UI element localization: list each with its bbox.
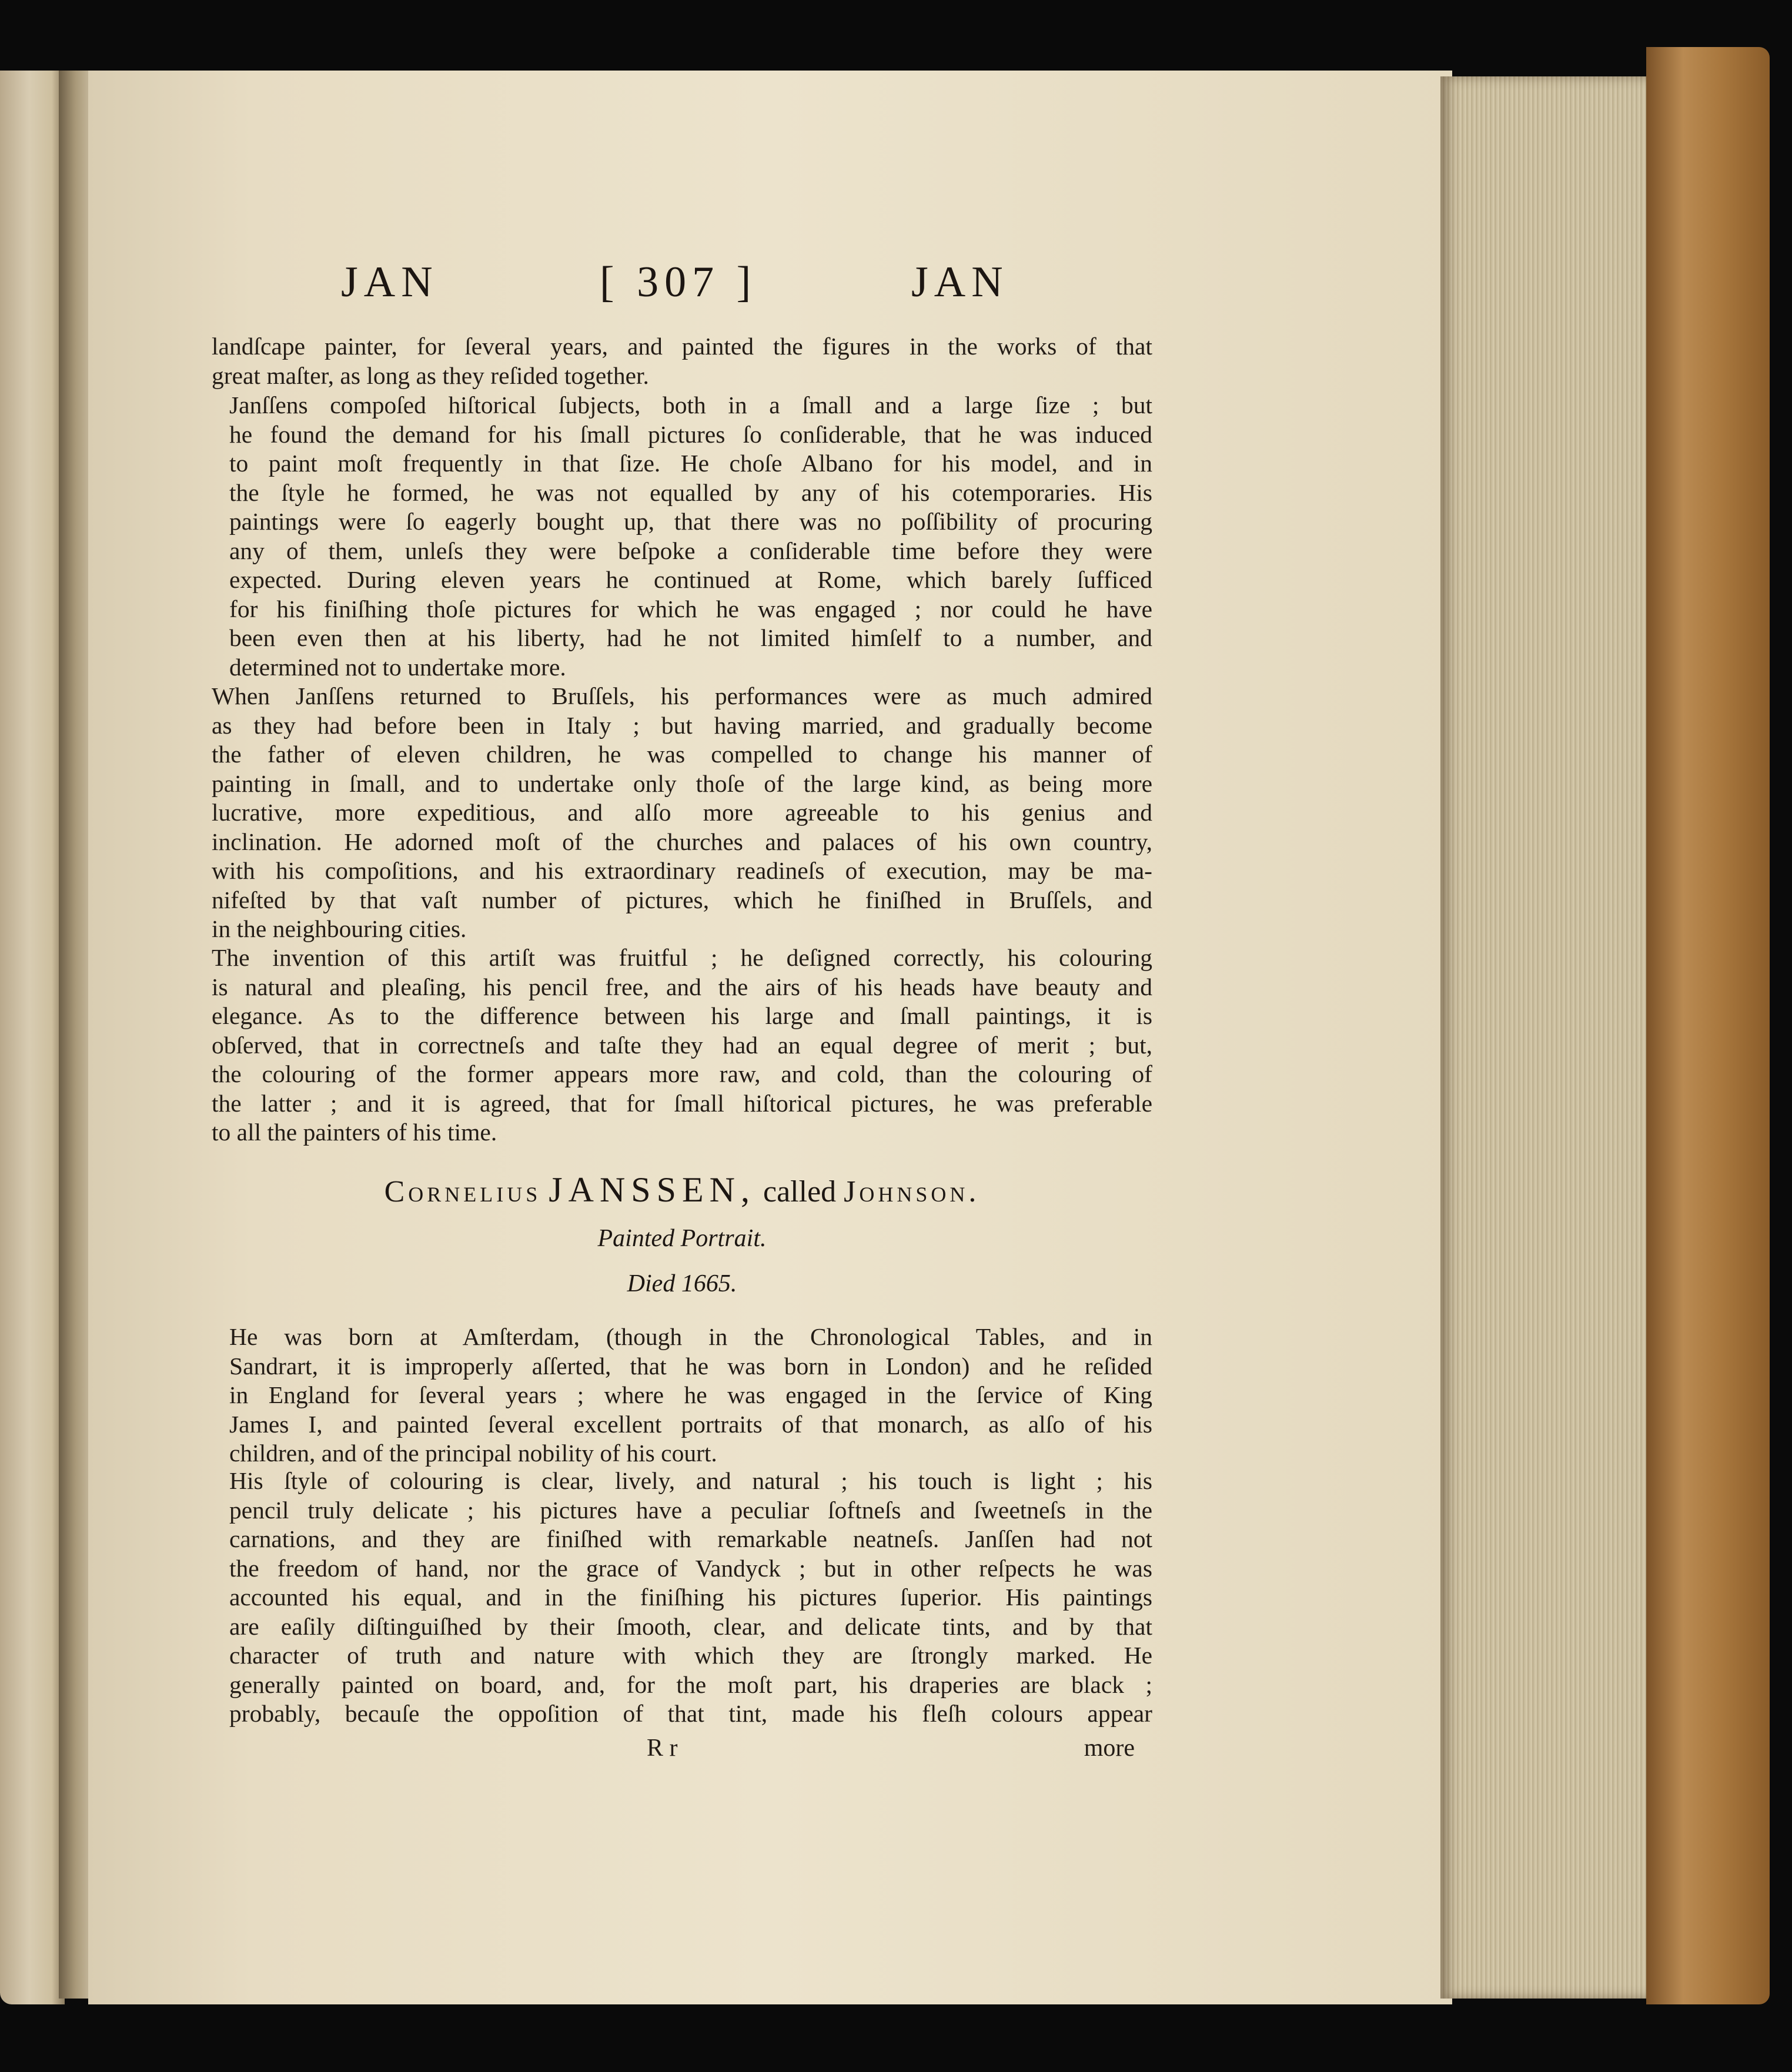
text-line: are eaſily diſtinguiſhed by their ſmooth, clear, and delicate tints, and by that [229, 1612, 1152, 1640]
text-line: He was born at Amſterdam, (though in the Chronological Tables, and in [229, 1323, 1152, 1350]
text-line: generally painted on board, and, for the moſt part, his draperies are black ; [229, 1671, 1152, 1698]
paragraph-5 [212, 1323, 1152, 1468]
text-line: landſcape painter, for ſeveral years, and painted the figures in the works of that [212, 333, 1152, 360]
text-line: probably, becauſe the oppoſition of that tint, made his fleſh colours appear [229, 1700, 1152, 1727]
paragraph-2 [212, 391, 1152, 682]
page-number: [ 307 ] [600, 258, 757, 306]
running-head-left: JAN [341, 258, 439, 306]
page-footer [212, 1734, 1152, 1769]
text-line: inclination. He adorned moſt of the churches and palaces of his own country, [212, 828, 1152, 855]
text-line: any of them, unleſs they were beſpoke a conſiderable time before they were [229, 537, 1152, 564]
text-line: James I, and painted ſeveral excellent portraits of that monarch, as alſo of his [229, 1410, 1152, 1438]
paragraph-1 [212, 332, 1152, 390]
signature-mark: R r [647, 1735, 678, 1762]
text-line: painting in ſmall, and to undertake only thoſe of the large kind, as being more [212, 769, 1152, 797]
catchword: more [1084, 1735, 1135, 1762]
text-line: is natural and pleaſing, his pencil free, and the airs of his heads have beauty and [212, 973, 1152, 1000]
paragraph-3 [212, 682, 1152, 944]
entry-heading [212, 1170, 1152, 1210]
text-line: as they had before been in Italy ; but having married, and gradually become [212, 711, 1152, 739]
page-fore-edge [1440, 76, 1670, 1999]
text-line: paintings were ſo eagerly bought up, that there was no poſſibility of procuring [229, 508, 1152, 535]
book-cover [1646, 47, 1770, 2004]
text-line: in England for ſeveral years ; where he was engaged in the ſervice of King [229, 1381, 1152, 1408]
text-line: His ſtyle of colouring is clear, lively, and natural ; his touch is light ; his [229, 1467, 1152, 1494]
text-line: character of truth and nature with which they are ſtrongly marked. He [229, 1642, 1152, 1669]
text-line: pencil truly delicate ; his pictures have a peculiar ſoftneſs and ſweetneſs in the [229, 1496, 1152, 1524]
text-line: the latter ; and it is agreed, that for ſmall hiſtorical pictures, he was preferable [212, 1089, 1152, 1117]
text-line: to paint moſt frequently in that ſize. He choſe Albano for his model, and in [229, 450, 1152, 477]
text-line: When Janſſens returned to Bruſſels, his performances were as much admired [212, 682, 1152, 709]
entry-called: called [763, 1175, 837, 1209]
text-line: Janſſens compoſed hiſtorical ſubjects, both in a ſmall and a large ſize ; but [229, 391, 1152, 419]
text-line: to all the painters of his time. [212, 1119, 497, 1146]
entry-died: Died 1665. [627, 1270, 737, 1297]
text-line: great maſter, as long as they reſided together. [212, 361, 649, 389]
text-line: with his compoſitions, and his extraordinary readineſs of execution, may be ma- [212, 857, 1152, 884]
running-head-right: JAN [911, 258, 1009, 306]
text-line: in the neighbouring cities. [212, 915, 467, 942]
text-line: elegance. As to the difference between his large and ſmall paintings, it is [212, 1002, 1152, 1029]
text-line: Sandrart, it is improperly aſſerted, that he was born in London) and he reſided [229, 1352, 1152, 1380]
text-line: The invention of this artiſt was fruitful ; he deſigned correctly, his colouring [212, 944, 1152, 971]
text-line: the freedom of hand, nor the grace of Vandyck ; but in other reſpects he was [229, 1554, 1152, 1582]
text-line: carnations, and they are finiſhed with remarkable neatneſs. Janſſen had not [229, 1525, 1152, 1552]
entry-alias: Johnson. [844, 1175, 980, 1209]
text-line: accounted his equal, and in the finiſhing his pictures ſuperior. His paintings [229, 1584, 1152, 1611]
entry-subtitle: Painted Portrait. [597, 1225, 767, 1252]
text-line: the father of eleven children, he was compelled to change his manner of [212, 741, 1152, 768]
text-line: been even then at his liberty, had he not limited himſelf to a number, and [229, 624, 1152, 651]
text-line: obſerved, that in correctneſs and taſte they had an equal degree of merit ; but, [212, 1031, 1152, 1059]
text-line: lucrative, more expeditious, and alſo more agreeable to his genius and [212, 799, 1152, 826]
text-line: expected. During eleven years he continued at Rome, which barely ſufficed [229, 566, 1152, 593]
text-line: determined not to undertake more. [229, 653, 566, 681]
text-line: nifeſted by that vaſt number of pictures, which he finiſhed in Bruſſels, and [212, 886, 1152, 913]
left-page-edge [0, 71, 65, 2004]
text-line: he found the demand for his ſmall pictures ſo conſiderable, that he was induced [229, 420, 1152, 448]
entry-surname: JANSSEN, [549, 1170, 756, 1209]
entry-forename: Cornelius [384, 1175, 541, 1209]
text-line: the colouring of the former appears more raw, and cold, than the colouring of [212, 1060, 1152, 1087]
paragraph-6 [212, 1467, 1152, 1729]
text-line: for his finiſhing thoſe pictures for which he was engaged ; nor could he have [229, 595, 1152, 622]
running-head [341, 257, 1047, 316]
paragraph-4 [212, 943, 1152, 1147]
text-line: the ſtyle he formed, he was not equalled by any of his cotemporaries. His [229, 478, 1152, 506]
text-line: children, and of the principal nobility of his court. [229, 1440, 717, 1467]
